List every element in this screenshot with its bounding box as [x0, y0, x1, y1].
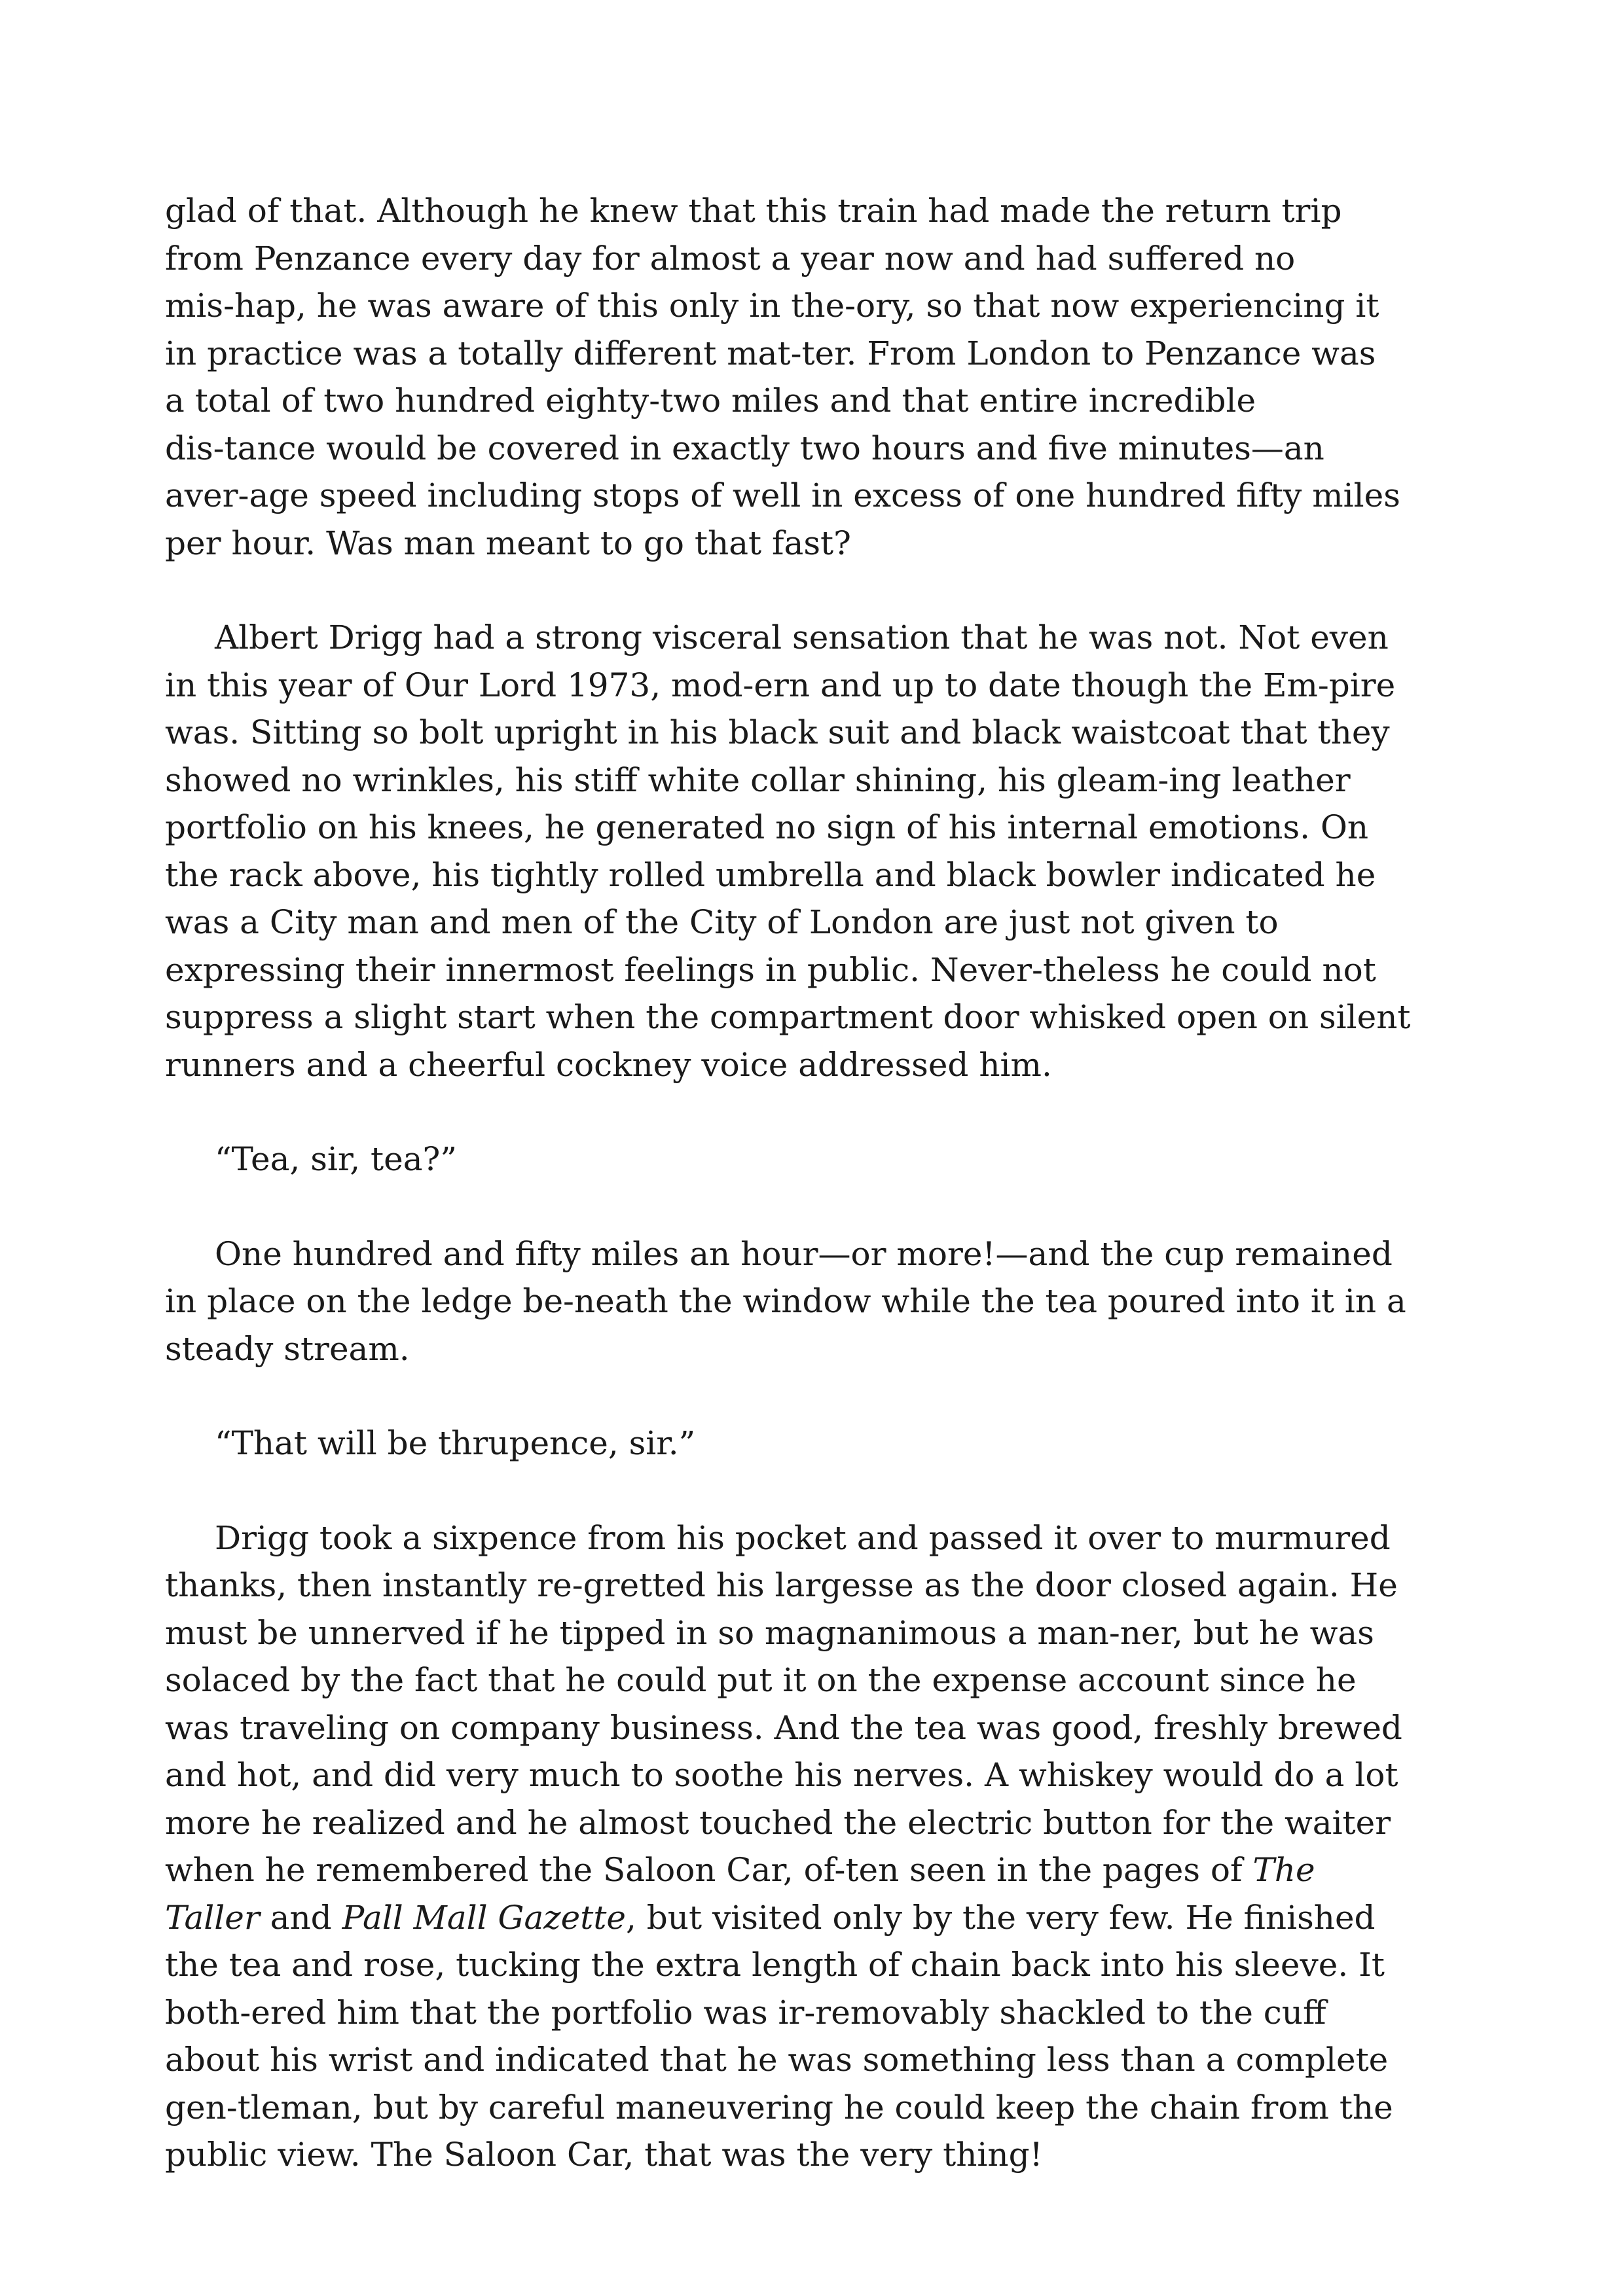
paragraph-3	[165, 1136, 1468, 1183]
text-line	[165, 1894, 1468, 1942]
text-line: a total of two hundred eighty-two miles and that entire incredible	[165, 382, 1256, 420]
text-line: from Penzance every day for almost a year now and had suffered no	[165, 239, 1296, 278]
text-line: showed no wrinkles, his stiff white collar shining, his gleam-ing leather	[165, 761, 1351, 799]
text-line	[165, 1846, 1468, 1894]
text-line: aver-age speed including stops of well in excess of one hundred fifty miles	[165, 476, 1400, 514]
text-run: and	[259, 1898, 342, 1937]
paragraph-5	[165, 1420, 1468, 1467]
text-line: steady stream.	[165, 1329, 410, 1368]
paragraph-4	[165, 1230, 1468, 1373]
text-line: public view. The Saloon Car, that was the very thing!	[165, 2136, 1043, 2174]
text-line: suppress a slight start when the compartment door whisked open on silent	[165, 998, 1411, 1036]
paragraph-1	[165, 187, 1468, 567]
text-line: dis-tance would be covered in exactly two hours and five minutes—an	[165, 429, 1324, 467]
text-line: in place on the ledge be-neath the window while the tea poured into it in a	[165, 1282, 1406, 1320]
text-line: both-ered him that the portfolio was ir-removably shackled to the cuff	[165, 1993, 1326, 2032]
text-line: the rack above, his tightly rolled umbrella and black bowler indicated he	[165, 855, 1376, 894]
text-line: “That will be thrupence, sir.”	[215, 1424, 696, 1462]
text-line: in practice was a totally different mat-ter. From London to Penzance was	[165, 334, 1376, 372]
text-line: One hundred and fifty miles an hour—or more!—and the cup remained	[215, 1234, 1393, 1273]
text-line: thanks, then instantly re-gretted his largesse as the door closed again. He	[165, 1566, 1398, 1604]
text-run: , but visited only by the very few. He finished	[626, 1898, 1376, 1937]
text-run: when he remembered the Saloon Car, of-ten seen in the pages of	[165, 1851, 1253, 1889]
text-line: gen-tleman, but by careful maneuvering he could keep the chain from the	[165, 2088, 1393, 2126]
text-line: glad of that. Although he knew that this train had made the return trip	[165, 192, 1342, 230]
text-line: expressing their innermost feelings in public. Never-theless he could not	[165, 950, 1376, 989]
text-line: portfolio on his knees, he generated no sign of his internal emotions. On	[165, 808, 1369, 846]
text-line: in this year of Our Lord 1973, mod-ern and up to date though the Em-pire	[165, 666, 1396, 704]
text-line: mis-hap, he was aware of this only in the-ory, so that now experiencing it	[165, 287, 1379, 325]
text-line: solaced by the fact that he could put it on the expense account since he	[165, 1661, 1357, 1699]
text-line: was a City man and men of the City of London are just not given to	[165, 903, 1279, 941]
text-line: was traveling on company business. And the tea was good, freshly brewed	[165, 1708, 1402, 1747]
text-line: must be unnerved if he tipped in so magnanimous a man-ner, but he was	[165, 1613, 1374, 1652]
text-line: “Tea, sir, tea?”	[215, 1140, 457, 1178]
text-line: the tea and rose, tucking the extra length of chain back into his sleeve. It	[165, 1946, 1385, 1984]
text-line: per hour. Was man meant to go that fast?	[165, 524, 851, 562]
document-page	[165, 187, 1468, 2226]
text-line: Albert Drigg had a strong visceral sensation that he was not. Not even	[215, 619, 1389, 656]
text-line: more he realized and he almost touched the electric button for the waiter	[165, 1803, 1391, 1842]
italic-title: Taller	[165, 1898, 260, 1937]
paragraph-6	[165, 1515, 1468, 2179]
italic-title: The	[1252, 1851, 1315, 1889]
text-line: and hot, and did very much to soothe his nerves. A whiskey would do a lot	[165, 1756, 1398, 1794]
text-line: was. Sitting so bolt upright in his black suit and black waistcoat that they	[165, 713, 1390, 751]
italic-title: Pall Mall Gazette	[342, 1898, 627, 1937]
text-line: Drigg took a sixpence from his pocket and passed it over to murmured	[215, 1518, 1391, 1557]
text-line: about his wrist and indicated that he was something less than a complete	[165, 2041, 1389, 2079]
text-line: runners and a cheerful cockney voice addressed him.	[165, 1045, 1052, 1084]
paragraph-2	[165, 614, 1468, 1088]
